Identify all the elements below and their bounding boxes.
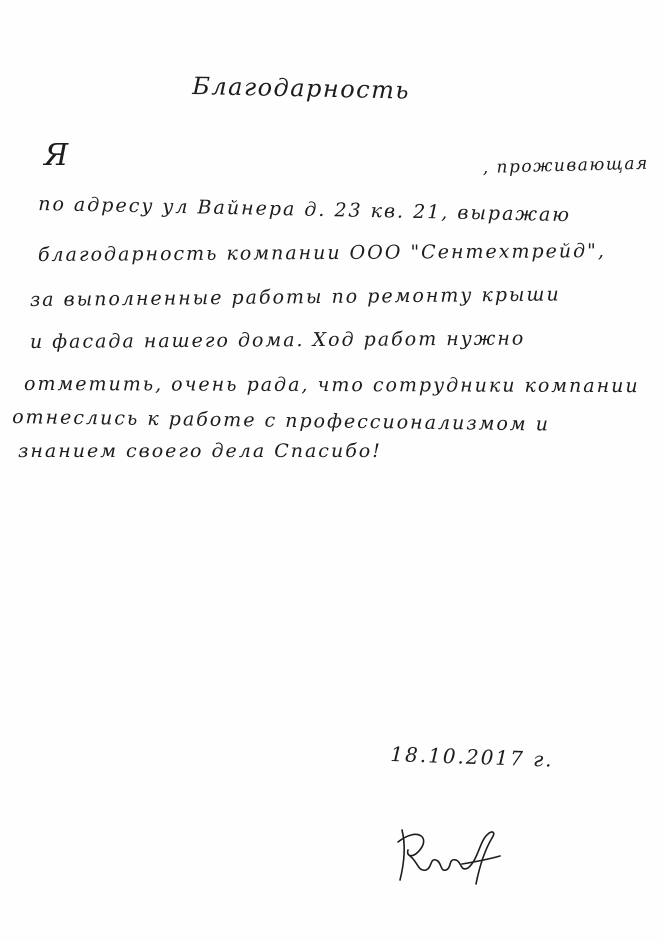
handwritten-signature-icon: [388, 820, 508, 890]
document-title: Благодарность: [192, 72, 411, 105]
text-line-6: отнеслись к работе с профессионализмом и: [12, 406, 551, 436]
text-line-2: благодарность компании ООО "Сентехтрейд",: [37, 240, 606, 266]
text-line-0: , проживающая: [482, 153, 650, 178]
opening-pronoun: Я: [44, 138, 69, 173]
text-line-3: за выполненные работы по ремонту крыши: [29, 283, 561, 311]
text-line-1: по адресу ул Вайнера д. 23 кв. 21, выражаю: [38, 193, 572, 227]
document-date: 18.10.2017 г.: [390, 742, 555, 772]
text-line-7: знанием своего дела Спасибо!: [18, 440, 382, 462]
text-line-5: отметить, очень рада, что сотрудники компании: [24, 373, 640, 398]
text-line-4: и фасада нашего дома. Ход работ нужно: [29, 327, 526, 353]
